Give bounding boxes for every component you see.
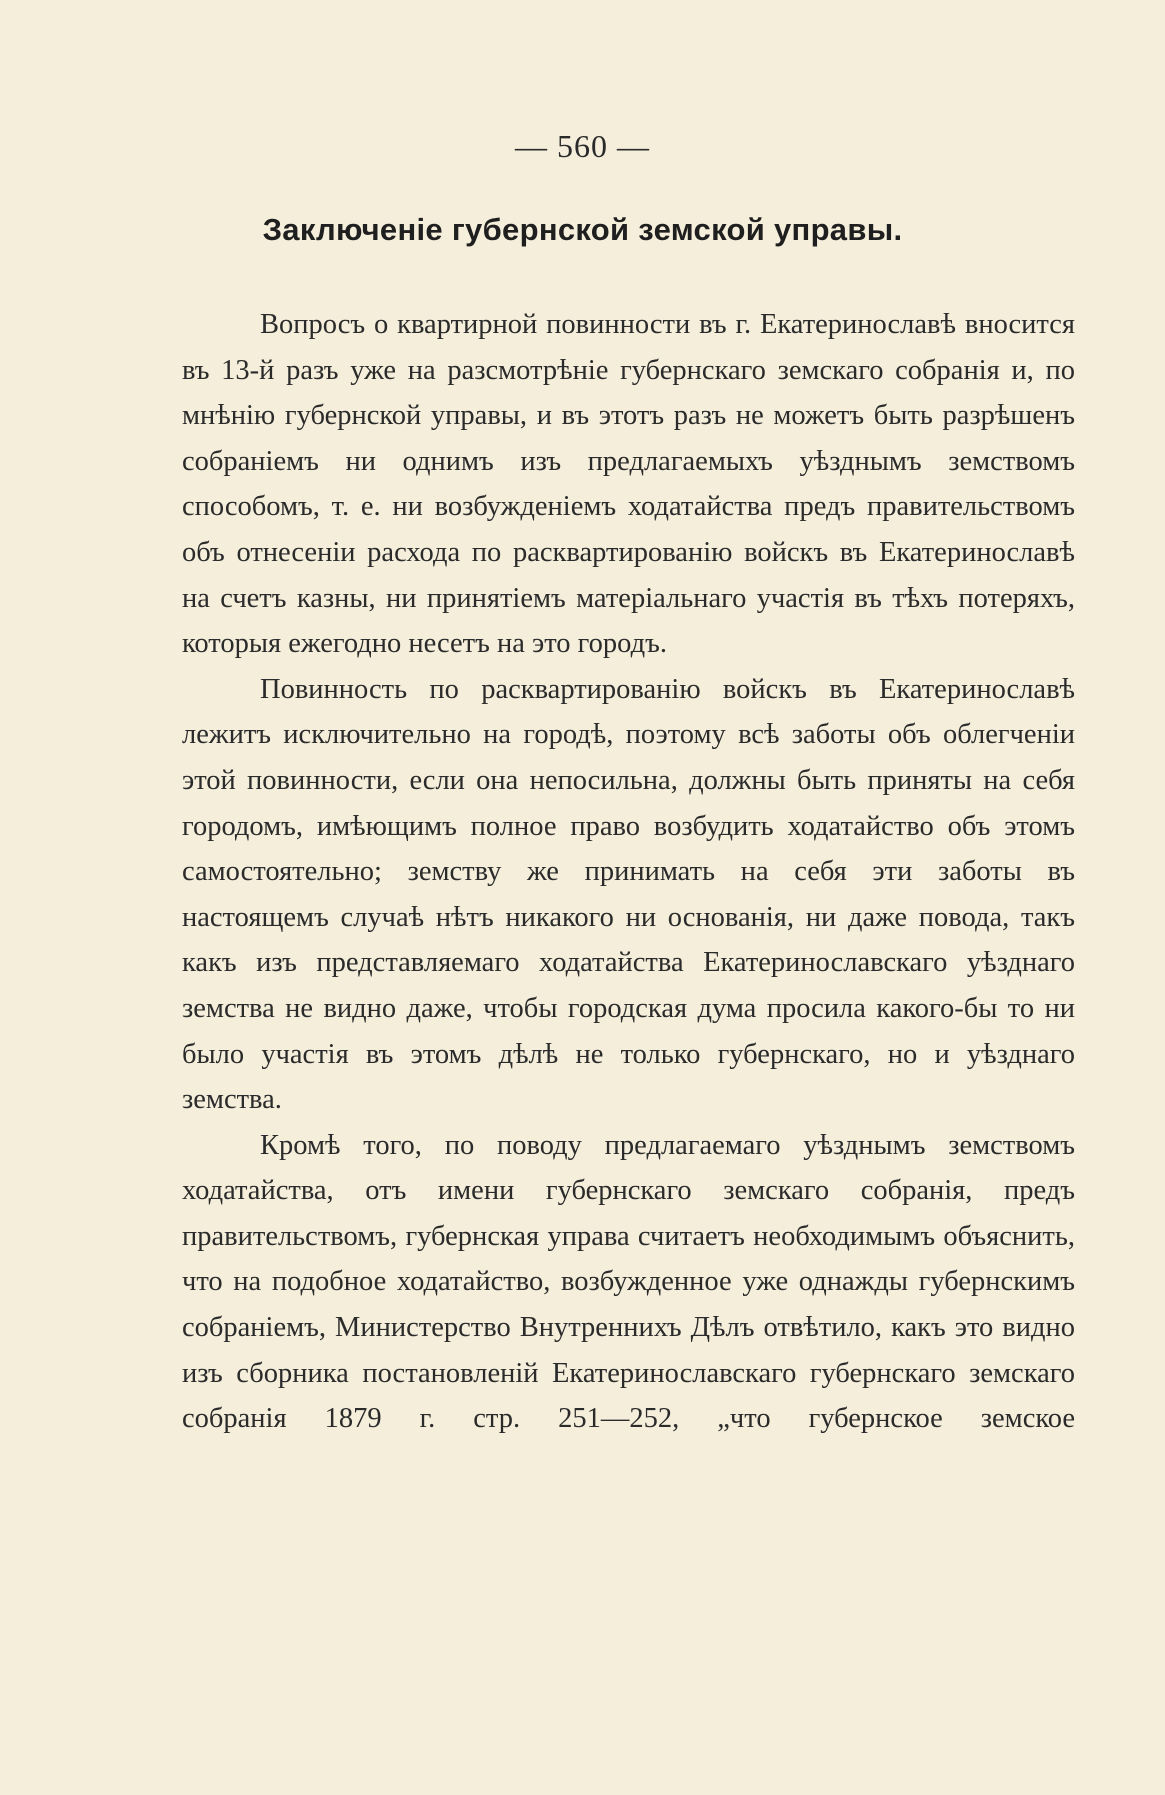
paragraph-1: Вопросъ о квартирной повинности въ г. Екатеринославѣ вносится въ 13-й разъ уже на разсмотрѣніе губернскаго земскаго собранія и, по мнѣнію губернской управы, и въ этотъ разъ не можетъ быть разрѣшенъ собраніемъ ни однимъ изъ предлагаемыхъ уѣзднымъ земствомъ способомъ, т. е. ни возбужденіемъ ходатайства предъ правительствомъ объ отнесеніи расхода по расквартированію войскъ въ Екатеринославѣ на счетъ казны, ни принятіемъ матеріальнаго участія въ тѣхъ потеряхъ, которыя ежегодно несетъ на это городъ. [182, 309, 1075, 660]
paragraph-3: Кромѣ того, по поводу предлагаемаго уѣзднымъ земствомъ ходатайства, отъ имени губернскаго земскаго собранія, предъ правительствомъ, губернская управа считаетъ необходимымъ объяснить, что на подобное ходатайство, возбужденное уже однажды губернскимъ собраніемъ, Министерство Внутреннихъ Дѣлъ отвѣтило, какъ это видно изъ сборника постановленій Екатеринославскаго губернскаго земскаго собранія 1879 г. стр. 251—252, „что губернское земское [182, 1129, 1075, 1435]
section-heading: Заключеніе губернской земской управы. [262, 212, 903, 247]
paragraph-2: Повинность по расквартированію войскъ въ Екатеринославѣ лежитъ исключительно на городѣ, поэтому всѣ заботы объ облегченіи этой повинности, если она непосильна, должны быть приняты на себя городомъ, имѣющимъ полное право возбудить ходатайство объ этомъ самостоятельно; земству же принимать на себя эти заботы въ настоящемъ случаѣ нѣтъ никакого ни основанія, ни даже повода, такъ какъ изъ представляемаго ходатайства Екатеринославскаго уѣзднаго земства не видно даже, чтобы городская дума просила какого-бы то ни было участія въ этомъ дѣлѣ не только губернскаго, но и уѣзднаго земства. [182, 673, 1075, 1116]
page-number: — 560 — [515, 128, 650, 164]
body-text [182, 302, 1075, 1442]
